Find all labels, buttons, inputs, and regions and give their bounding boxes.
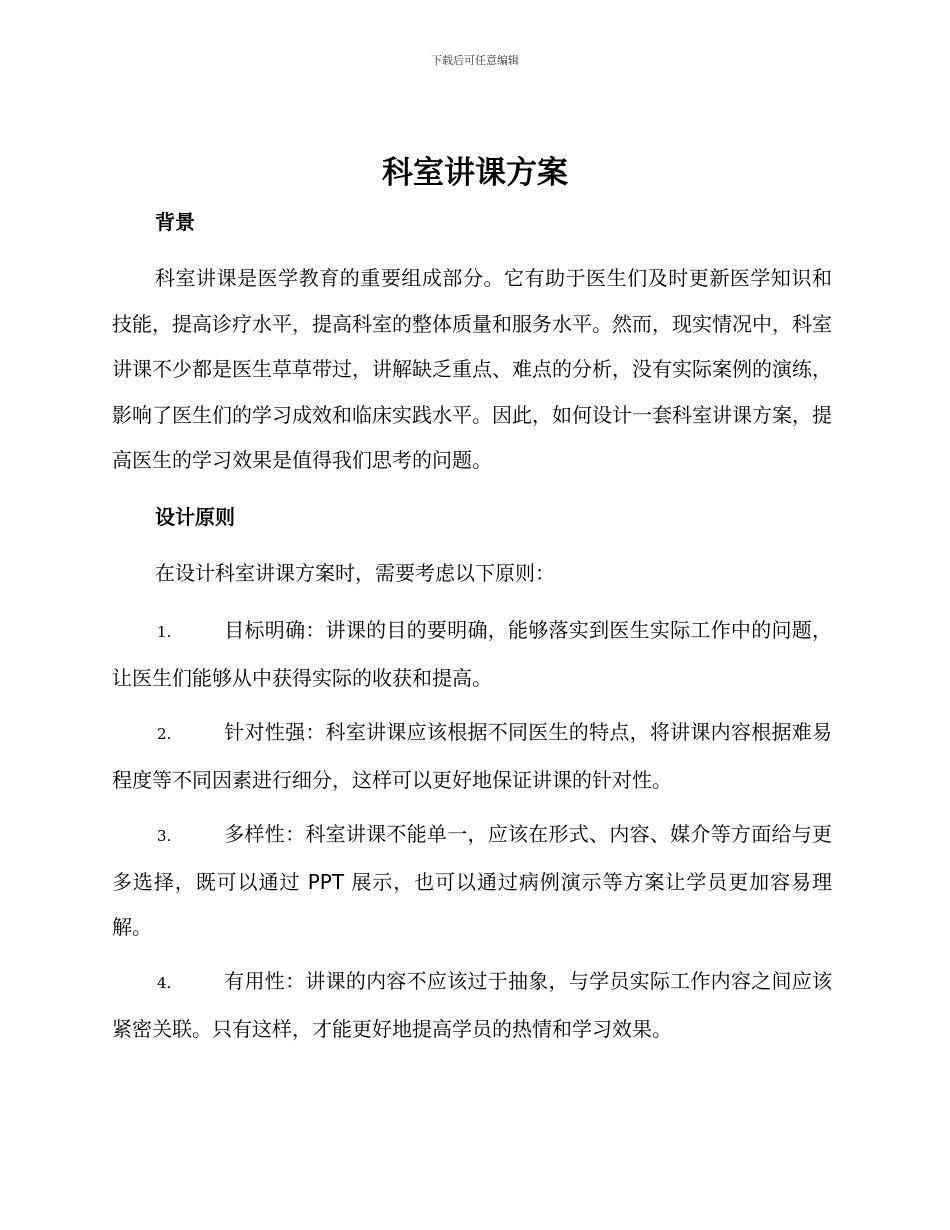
background-paragraph: 科室讲课是医学教育的重要组成部分。它有助于医生们及时更新医学知识和技能，提高诊疗水平，提高科室的整体质量和服务水平。然而，现实情况中，科室讲课不少都是医生草草带过，讲解缺乏重点、难点的分析，没有实际案例的演练，影响了医生们的学习成效和临床实践水平。因此，如何设计一套科室讲课方案，提高医生的学习效果是值得我们思考的问题。 (112, 266, 832, 472)
principles-intro: 在设计科室讲课方案时，需要考虑以下原则： (155, 561, 555, 585)
list-item (112, 812, 832, 951)
page-header-note: 下载后可任意编辑 (431, 54, 519, 67)
list-item-number: 3. (157, 827, 172, 845)
list-item (112, 959, 832, 1052)
list-item-text: 有用性：讲课的内容不应该过于抽象，与学员实际工作内容之间应该紧密关联。只有这样，才能更好地提高学员的热情和学习效果。 (112, 969, 832, 1041)
document-title: 科室讲课方案 (382, 155, 568, 191)
section-heading-background: 背景 (155, 210, 195, 234)
list-item-number: 2. (157, 725, 172, 743)
list-item-number: 1. (157, 623, 172, 641)
list-item-number: 4. (157, 974, 172, 992)
list-item-text: 目标明确：讲课的目的要明确，能够落实到医生实际工作中的问题，让医生们能够从中获得实际的收获和提高。 (112, 618, 832, 690)
list-item (112, 710, 832, 803)
list-item-text: 针对性强：科室讲课应该根据不同医生的特点，将讲课内容根据难易程度等不同因素进行细分，这样可以更好地保证讲课的针对性。 (112, 720, 832, 792)
list-item (112, 608, 832, 701)
list-item-text: 多样性：科室讲课不能单一，应该在形式、内容、媒介等方面给与更多选择，既可以通过 PPT 展示，也可以通过病例演示等方案让学员更加容易理解。 (112, 822, 832, 939)
section-heading-principles: 设计原则 (155, 505, 235, 529)
